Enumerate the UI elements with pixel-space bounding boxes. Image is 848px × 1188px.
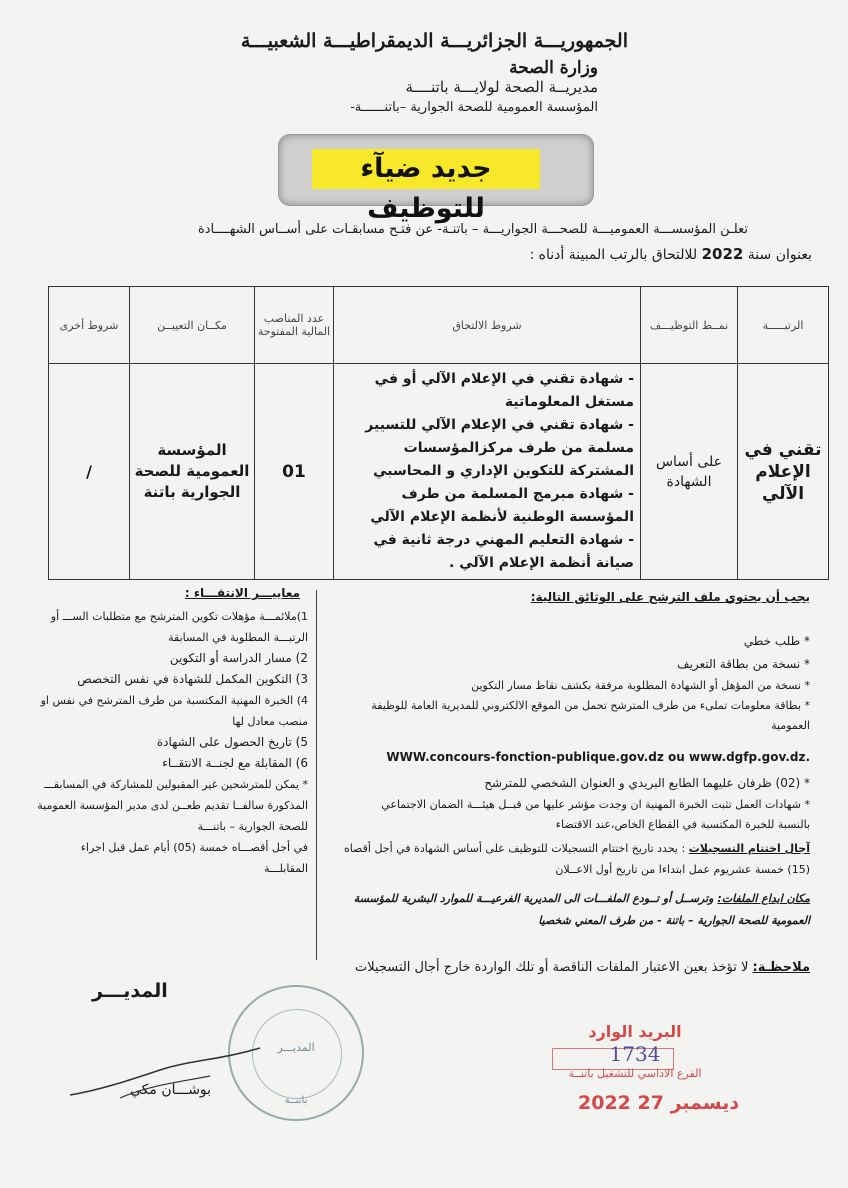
documents-title: يجب أن يحتوي ملف الترشح على الوثائق التالية: [530,590,810,604]
intro-line-2 [52,245,812,263]
list-item: 2) مسار الدراسة أو التكوين [169,651,308,665]
list-item: في أجل أقصـــاه خمسة (05) أيام عمل قبل اجراء المقابلـــة [80,841,308,875]
deadline-note [340,838,810,880]
stamp-date: 2022 ديسمبر 27 [578,1092,740,1114]
intro-year: 2022 [701,245,744,263]
table-header-row [49,287,829,364]
signature-scribble [60,1040,280,1110]
header-positions: عدد المناصب المالية المفتوحة [255,287,334,364]
list-item: * شهادات العمل تثبت الخبرة المهنية ان وجدت مؤشر عليها من قبــل هيئـــة الضمان الاجتماعي بالنسبة للخبرة المكتسبة في القطاع الخاص،عند الاقتضاء [381,798,810,831]
remark-label: ملاحظـة: [752,960,810,975]
intro-line-1: تعلـن المؤسســـة العموميـــة للصحـــة الجواريـــة – باتنـة- عن فتـح مسابقـات على أســاس الشهــــادة [197,222,748,237]
list-item: * بطاقة معلومات تملىء من طرف المترشح تحمل من الموقع الالكتروني للمديرية العامة للوظيفة العمومية [371,699,810,732]
remark-note [330,960,810,975]
cell-conditions [334,364,641,580]
list-item: 5) تاريخ الحصول على الشهادة [156,735,308,749]
positions-table [48,286,829,580]
condition-item: - شهادة تقني في الإعلام الآلي للتسيير مسلمة من طرف مركزالمؤسسات المشتركة للتكوين الإداري و المحاسبي [365,417,634,479]
cell-positions: 01 [255,364,334,580]
cell-mode: على أساس الشهادة [641,364,738,580]
republic-heading: الجمهوريـــة الجزائريـــة الديمقراطيـــة الشعبيـــة [240,30,628,52]
condition-item: - شهادة مبرمج المسلمة من طرف المؤسسة الوطنية لأنظمة الإعلام الآلي [370,486,634,525]
deadline-label: آجال اختتام التسجيلات [688,842,810,855]
header-place: مكــان التعييــن [130,287,255,364]
intro-before-year: بعنوان سنة [747,247,812,263]
deposit-text: وترســل أو تــودع الملفـــات الى المديرية الفرعيـــة للموارد البشرية للمؤسسة العمومية للصحة الجوارية – باتنة - من طرف المعني شخصيا [353,892,810,927]
documents-list-2 [354,772,810,835]
cell-place: المؤسسة العمومية للصحة الجوارية باتنة [130,364,255,580]
deposit-label: مكان ايداع الملفات: [717,892,810,905]
institution-heading: المؤسسة العمومية للصحة الجوارية –باتنــــــة- [350,100,598,115]
criteria-list [36,606,308,879]
list-item: * نسخة من المؤهل أو الشهادة المطلوبة مرفقة بكشف نقاط مسار التكوين [471,679,810,692]
documents-list [354,630,810,736]
stamp-number: 1734 [609,1042,661,1066]
url-link-1[interactable]: WWW.concours-fonction-publique.gov.dz [386,750,664,764]
recruitment-banner [278,134,594,224]
condition-item: - شهادة تقني في الإعلام الآلي أو في مستغل المعلوماتية [374,371,634,410]
table-row [49,364,829,580]
list-item: 6) المقابلة مع لجنــة الانتقــاء [162,756,308,770]
condition-item: - شهادة التعليم المهني درجة ثانية في صيانة أنظمة الإعلام الآلي . [373,532,634,571]
website-links [330,750,810,764]
list-item: * يمكن للمترشحين غير المقبولين للمشاركة في المسابقـــ المذكورة سالفــا تقديم طعــن لدى مدير المؤسسة العمومية للصحة الجوارية – باتنـــة [37,778,308,833]
stamp-office: الفرع الاداسي للتشغيل باتنــة [568,1067,702,1080]
header-other: شروط أخرى [49,287,130,364]
cell-rank: تقني في الإعلام الآلي [738,364,829,580]
header-mode: نمــط التوظيـــف [641,287,738,364]
header-rank: الرتبـــــة [738,287,829,364]
list-item: 3) التكوين المكمل للشهادة في نفس التخصص [77,672,308,686]
intro-after-year: للالتحاق بالرتب المبينة أدناه : [529,247,698,263]
banner-label: جديد ضيآء للتوظيف [312,149,540,189]
incoming-mail-stamp [548,1022,722,1090]
criteria-title: معاييـــر الانتقـــاء : [184,586,300,600]
directorate-heading: مديريــة الصحة لولايـــة باتنــــة [405,78,598,96]
url-link-2[interactable]: www.dgfp.gov.dz. [689,750,810,764]
list-item: 4) الخبرة المهنية المكتسبة من طرف المترشح في نفس او منصب معادل لها [40,694,308,728]
list-item: * (02) ظرفان عليهما الطابع البريدي و العنوان الشخصي للمترشح [484,776,810,790]
deposit-note [330,888,810,932]
remark-text: لا تؤخذ بعين الاعتبار الملفات الناقصة أو تلك الواردة خارج أجال التسجيلات [354,960,749,975]
list-item: 1)ملائمـــة مؤهلات تكوين المترشح مع متطلبات الســـ أو الرتبـــة المطلوبة في المسابقة [50,610,308,644]
column-divider [316,590,317,960]
director-name: بوشـــان مكي [130,1082,212,1098]
list-item: * نسخة من بطاقة التعريف [677,657,810,671]
ministry-heading: وزارة الصحة [509,58,598,78]
header-conditions: شروط الالتحاق [334,287,641,364]
deadline-text: : يحدد تاريخ اختتام التسجيلات للتوظيف على أساس الشهادة في أجل أقصاه (15) خمسة عشريوم عمل ابتداءا من تاريخ أول الاعــلان [343,842,810,876]
cell-other: / [49,364,130,580]
seal-label: المديـــر [277,1041,315,1054]
list-item: * طلب خطي [743,634,810,648]
director-title: المديـــر [92,980,168,1002]
seal-sub: باتنــة [284,1095,308,1106]
url-separator: ou [668,750,685,764]
stamp-title: البريد الوارد [588,1022,682,1041]
